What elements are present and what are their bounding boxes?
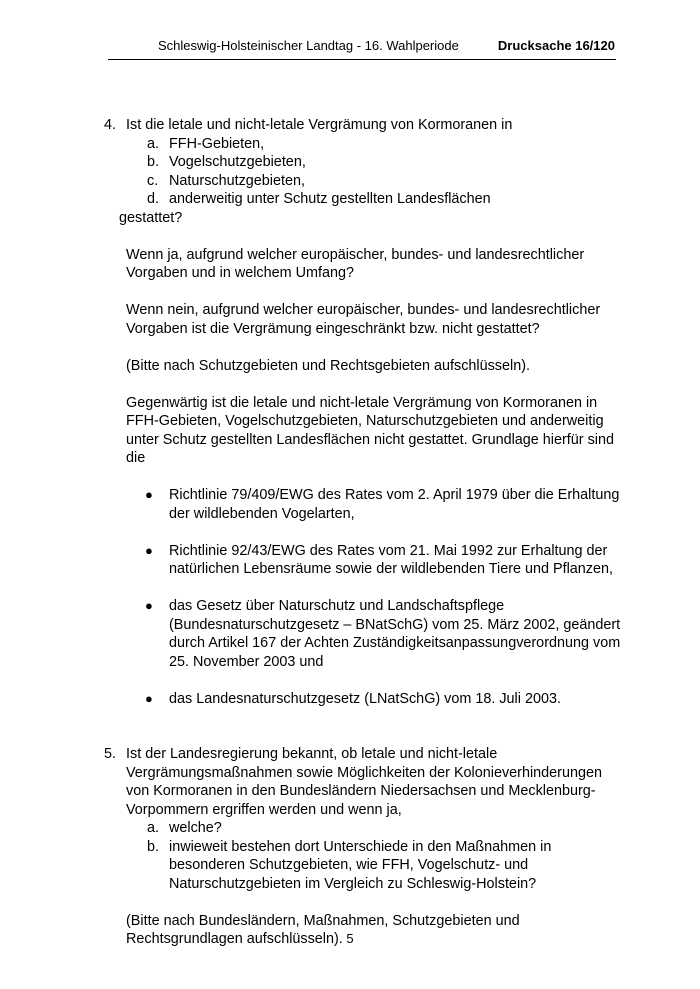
list-item-label: b. (147, 838, 160, 855)
list-item (126, 190, 624, 209)
list-item-text: anderweitig unter Schutz gestellten Landesflächen (169, 191, 491, 207)
legal-basis-list (126, 486, 624, 708)
question-4-number: 4. (104, 117, 117, 133)
list-item-text: FFH-Gebieten, (169, 135, 265, 152)
list-item-label: c. (147, 172, 159, 189)
bullet-icon: ● (145, 542, 153, 558)
paragraph: (Bitte nach Schutzgebieten und Rechtsgebieten aufschlüsseln). (126, 357, 530, 374)
list-item (126, 597, 624, 671)
list-item (126, 153, 624, 172)
bullet-icon: ● (145, 598, 153, 613)
paragraph: Wenn ja, aufgrund welcher europäischer, bundes- und landesrechtlicher Vorgaben und in welchem Umfang? (126, 246, 585, 281)
question-4-tail: gestattet? (119, 209, 183, 226)
drucksache-number: Drucksache 16/120 (497, 38, 615, 53)
question-5-number: 5. (104, 746, 117, 762)
list-item (126, 542, 624, 579)
list-item-text: das Gesetz über Naturschutz und Landschaftspflege (Bundesnaturschutzgesetz – BNatSchG) vom 25. März 2002, geändert durch Artikel 167 der Achten Zuständigkeitsanpassungverordnung vom 25. November 2003 und (169, 598, 621, 670)
list-item-text: Vogelschutzgebieten, (169, 154, 306, 170)
list-item-text: Richtlinie 79/409/EWG des Rates vom 2. April 1979 über die Erhaltung der wildlebenden Vogelarten, (169, 487, 620, 522)
paragraph: Wenn nein, aufgrund welcher europäischer, bundes- und landesrechtlicher Vorgaben ist die Vergrämung eingeschränkt bzw. nicht gestattet? (126, 302, 601, 337)
list-item-text: das Landesnaturschutzgesetz (LNatSchG) vom 18. Juli 2003. (169, 690, 561, 707)
question-4-intro: Ist die letale und nicht-letale Vergrämung von Kormoranen in (126, 117, 513, 133)
bullet-icon: ● (145, 690, 153, 706)
list-item (126, 172, 624, 191)
question-5-intro: Ist der Landesregierung bekannt, ob letale und nicht-letale Vergrämungsmaßnahmen sowie Möglichkeiten der Kolonieverhinderungen von Kormoranen in den Bundesländern Niedersachsen und Mecklenburg-Vorpommern ergriffen werden und wenn ja, (126, 746, 602, 818)
question-5 (104, 745, 624, 949)
answer-paragraph: Gegenwärtig ist die letale und nicht-letale Vergrämung von Kormoranen in FFH-Gebieten, Vogelschutzgebieten, Naturschutzgebieten und anderweitig unter Schutz gestellten Landesflächen nicht gestattet. Grundlage hierfür sind die (126, 394, 614, 466)
header-title: Schleswig-Holsteinischer Landtag - 16. Wahlperiode (158, 38, 459, 53)
list-item-label: b. (147, 154, 160, 170)
question-5-list (126, 819, 624, 893)
page-number: 5 (346, 931, 354, 946)
question-4-list (126, 135, 624, 209)
paragraph: (Bitte nach Bundesländern, Maßnahmen, Schutzgebieten und Rechtsgrundlagen aufschlüsseln). (126, 912, 520, 947)
list-item (126, 690, 624, 709)
header-rule (108, 59, 616, 60)
list-item-label: a. (147, 135, 160, 152)
list-item-text: inwieweit bestehen dort Unterschiede in den Maßnahmen in besonderen Schutzgebieten, wie FFH, Vogelschutz- und Naturschutzgebieten im Vergleich zu Schleswig-Holstein? (169, 838, 552, 892)
list-item-label: d. (147, 191, 160, 207)
bullet-icon: ● (145, 487, 153, 502)
page-header (110, 38, 615, 58)
page-content (104, 116, 624, 949)
list-item (126, 819, 624, 838)
list-item (126, 486, 624, 523)
list-item-text: Naturschutzgebieten, (169, 172, 305, 189)
list-item-label: a. (147, 820, 160, 836)
list-item (126, 838, 624, 894)
list-item (126, 135, 624, 154)
list-item-text: welche? (169, 820, 222, 836)
question-4 (104, 116, 624, 708)
list-item-text: Richtlinie 92/43/EWG des Rates vom 21. Mai 1992 zur Erhaltung der natürlichen Lebensräume sowie der wildlebenden Tiere und Pflanzen, (169, 542, 613, 577)
